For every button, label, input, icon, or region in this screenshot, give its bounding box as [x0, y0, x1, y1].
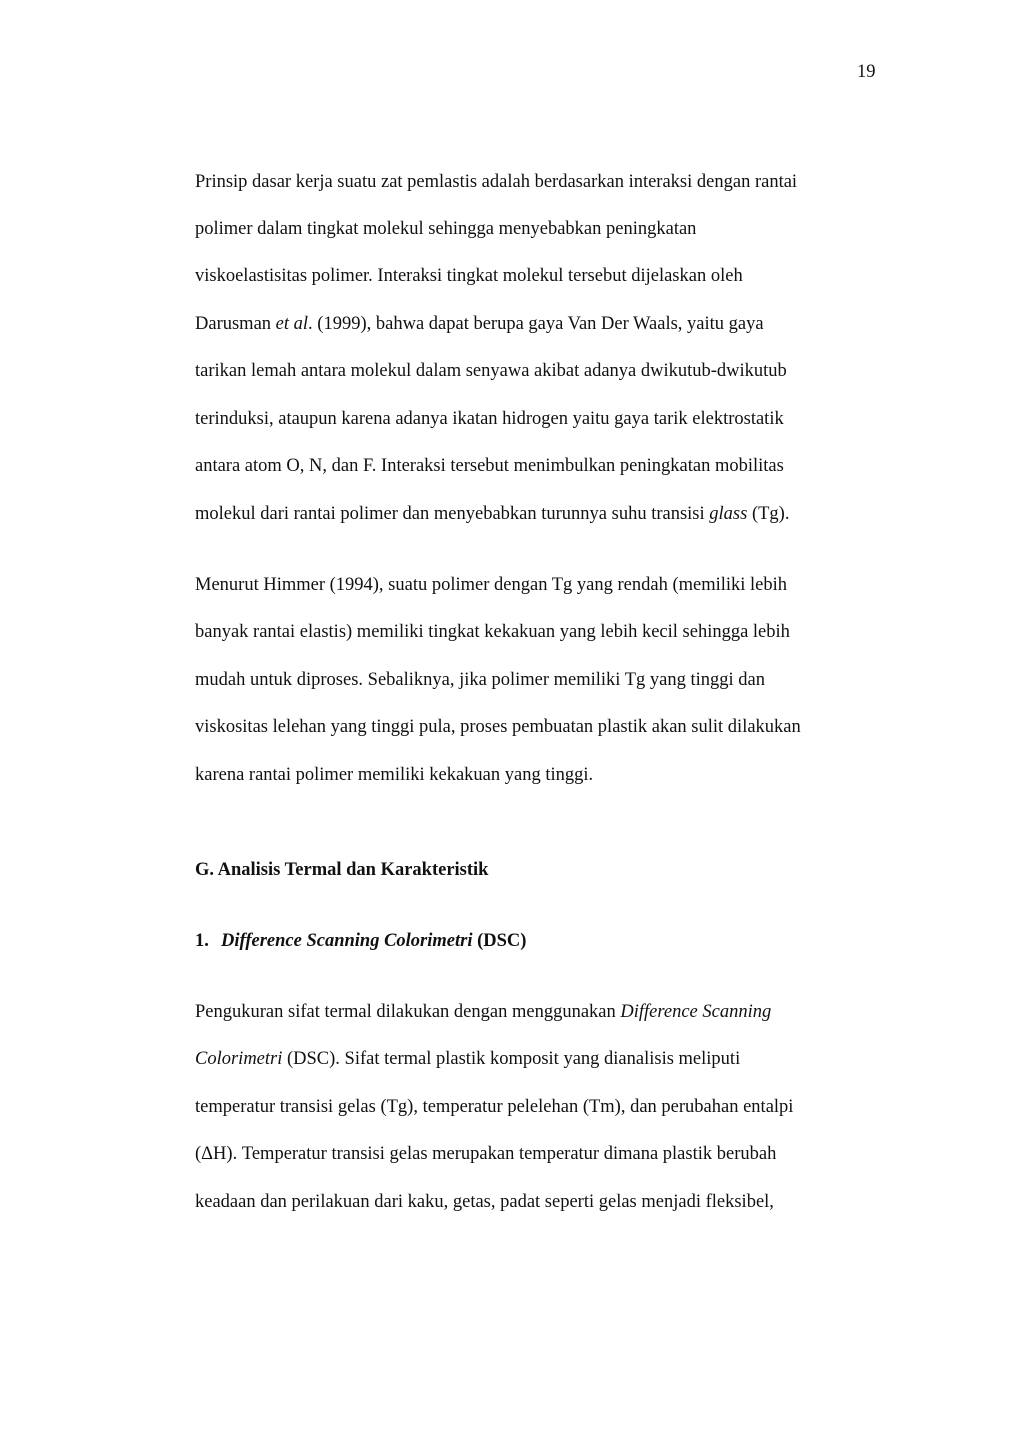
italic-text: Colorimetri: [195, 1049, 283, 1069]
text-line: viskositas lelehan yang tinggi pula, proses pembuatan plastik akan sulit dilakukan: [195, 717, 801, 737]
italic-text: glass: [709, 504, 748, 524]
text-line: tarikan lemah antara molekul dalam senyawa akibat adanya dwikutub-dwikutub: [195, 361, 787, 381]
text-line: [195, 1003, 771, 1022]
text-line: [195, 505, 789, 524]
text-segment: . (1999), bahwa dapat berupa gaya Van Der Waals, yaitu gaya: [308, 314, 764, 334]
text-line: [195, 315, 764, 334]
text-line: [195, 1050, 740, 1069]
subheading-number: 1.: [195, 931, 209, 951]
subheading-dsc: [195, 932, 526, 951]
text-line: Menurut Himmer (1994), suatu polimer dengan Tg yang rendah (memiliki lebih: [195, 575, 788, 595]
text-segment: Darusman: [195, 314, 276, 334]
italic-text: et al: [275, 314, 309, 334]
text-segment: (Tg).: [747, 504, 790, 524]
text-line: temperatur transisi gelas (Tg), temperatur pelelehan (Tm), dan perubahan entalpi: [195, 1097, 794, 1117]
text-line: polimer dalam tingkat molekul sehingga menyebabkan peningkatan: [195, 219, 697, 239]
italic-text: Difference Scanning Colorimetri: [221, 931, 473, 951]
text-segment: molekul dari rantai polimer dan menyebabkan turunnya suhu transisi: [195, 504, 710, 524]
text-segment: Pengukuran sifat termal dilakukan dengan menggunakan: [195, 1002, 621, 1022]
section-heading: G. Analisis Termal dan Karakteristik: [195, 860, 489, 880]
text-line: banyak rantai elastis) memiliki tingkat kekakuan yang lebih kecil sehingga lebih: [195, 622, 790, 642]
text-segment: (DSC). Sifat termal plastik komposit yang dianalisis meliputi: [282, 1049, 741, 1069]
page-number: 19: [857, 62, 876, 82]
text-line: Prinsip dasar kerja suatu zat pemlastis adalah berdasarkan interaksi dengan rantai: [195, 172, 798, 192]
text-line: karena rantai polimer memiliki kekakuan yang tinggi.: [195, 765, 594, 785]
italic-text: Difference Scanning: [620, 1002, 772, 1022]
text-line: viskoelastisitas polimer. Interaksi tingkat molekul tersebut dijelaskan oleh: [195, 266, 743, 286]
text-segment: (DSC): [472, 931, 527, 951]
text-line: (ΔH). Temperatur transisi gelas merupakan temperatur dimana plastik berubah: [195, 1144, 777, 1164]
text-line: keadaan dan perilakuan dari kaku, getas, padat seperti gelas menjadi fleksibel,: [195, 1192, 774, 1212]
text-line: terinduksi, ataupun karena adanya ikatan hidrogen yaitu gaya tarik elektrostatik: [195, 409, 784, 429]
text-line: antara atom O, N, dan F. Interaksi tersebut menimbulkan peningkatan mobilitas: [195, 456, 784, 476]
text-line: mudah untuk diproses. Sebaliknya, jika polimer memiliki Tg yang tinggi dan: [195, 670, 765, 690]
